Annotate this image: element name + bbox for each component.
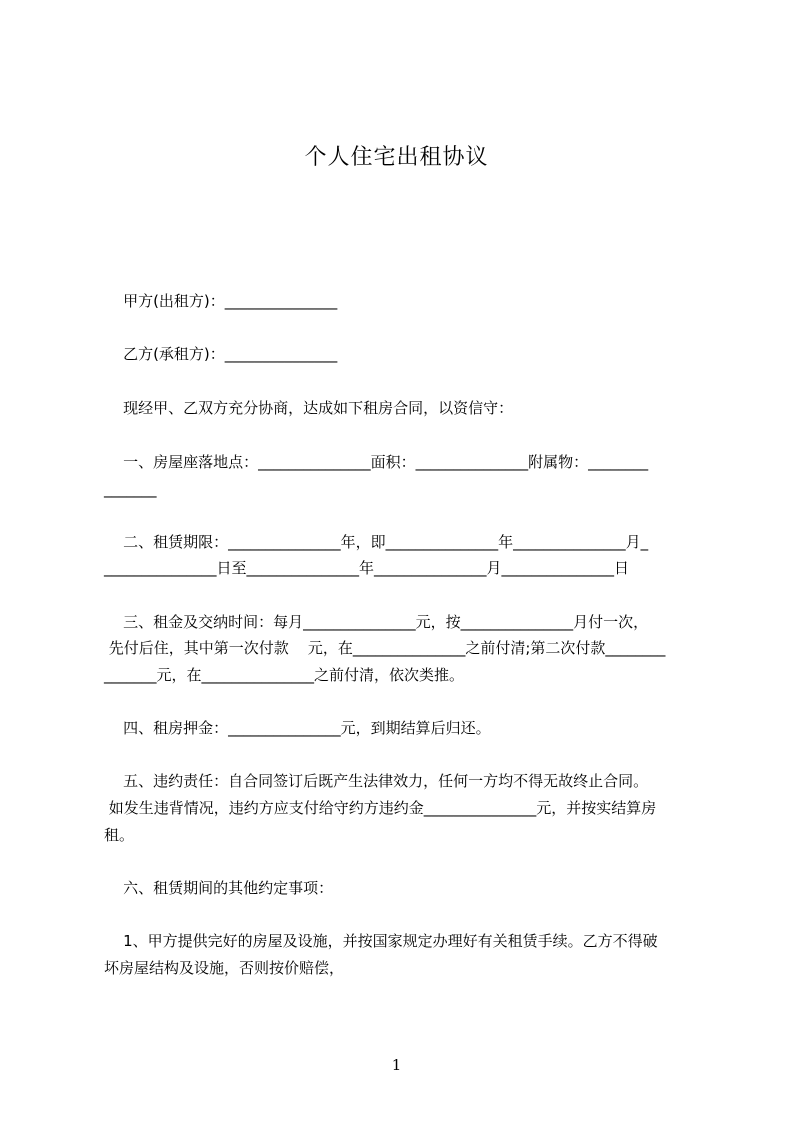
clause-5-line-3: 租。 — [104, 826, 135, 844]
clause-3-line-1: 三、租金及交纳时间：每月_______________元，按_______________月付一次， — [104, 613, 649, 631]
intro-line: 现经甲、乙双方充分协商，达成如下租房合同，以资信守： — [104, 399, 514, 417]
clause-2-line-1: 二、租赁期限：_______________年，即_______________年_______________月_ — [104, 533, 649, 551]
clause-4-line: 四、租房押金：_______________元，到期结算后归还。 — [104, 719, 491, 737]
clause-6-heading: 六、租赁期间的其他约定事项： — [104, 879, 334, 897]
clause-3-line-3: _______元，在_______________之前付清，依次类推。 — [104, 666, 465, 684]
page-number: 1 — [391, 1056, 402, 1074]
party-a-line: 甲方(出租方)：_______________ — [104, 292, 338, 310]
document-title: 个人住宅出租协议 — [304, 145, 489, 170]
clause-6-item-1-line-2: 坏房屋结构及设施，否则按价赔偿， — [104, 959, 345, 977]
clause-6-item-1-line-1: 1、甲方提供完好的房屋及设施，并按国家规定办理好有关租赁手续。乙方不得破 — [104, 932, 658, 950]
clause-5-line-2: 如发生违背情况，违约方应支付给守约方违约金_______________元，并按实结算房 — [104, 799, 657, 817]
clause-2-line-2: _______________日至_______________年_______________月_______________日 — [104, 559, 630, 577]
clause-5-line-1: 五、违约责任：自合同签订后既产生法律效力，任何一方均不得无故终止合同。 — [104, 772, 649, 790]
clause-1-line-1: 一、房屋座落地点：_______________面积：_______________附属物：________ — [104, 453, 649, 471]
party-b-line: 乙方(承租方)：_______________ — [104, 345, 338, 363]
clause-1-line-2: _______ — [104, 480, 157, 498]
clause-3-line-2: 先付后住，其中第一次付款 元，在_______________之前付清;第二次付款________ — [104, 639, 666, 657]
